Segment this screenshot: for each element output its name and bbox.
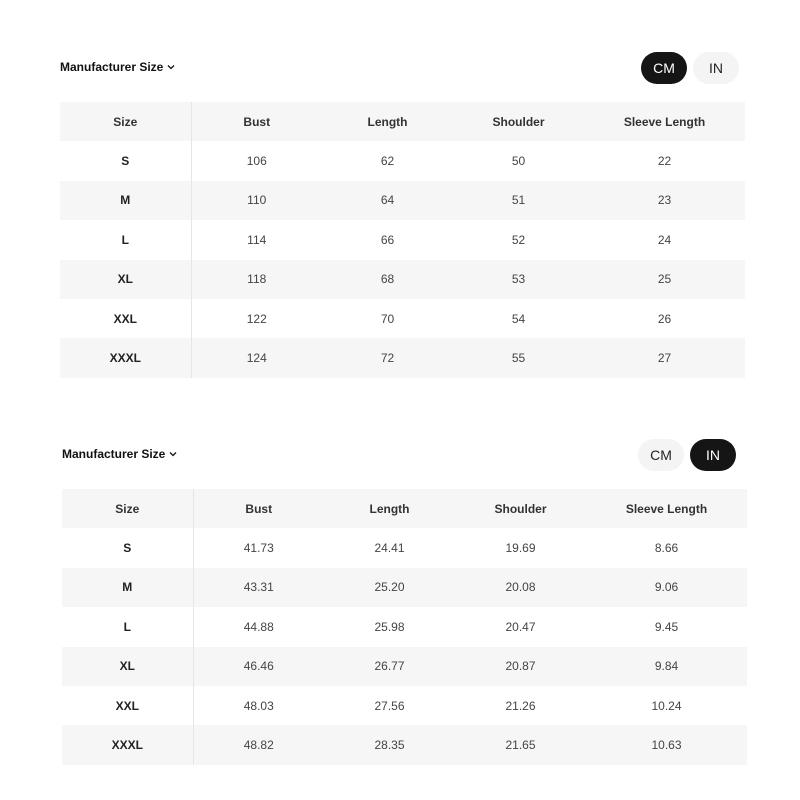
- size-chart-cm: [60, 50, 745, 378]
- length-cell: 68: [380, 272, 395, 287]
- length-cell: 66: [380, 232, 395, 247]
- shoulder-cell: 21.26: [505, 698, 536, 713]
- table-row: [60, 141, 745, 180]
- sleeve-length-cell: 23: [657, 193, 672, 208]
- shoulder-cell: 55: [511, 351, 526, 366]
- manufacturer-size-label: Manufacturer Size: [62, 447, 166, 461]
- size-cell: XL: [60, 260, 191, 299]
- sleeve-length-cell: 26: [657, 311, 672, 326]
- size-chart-header: [60, 50, 745, 90]
- shoulder-cell: 53: [511, 272, 526, 287]
- bust-cell: 44.88: [243, 619, 274, 634]
- length-cell: 24.41: [374, 541, 405, 556]
- length-cell: 27.56: [374, 698, 405, 713]
- table-row: [60, 181, 745, 220]
- size-chart-header: [62, 437, 742, 477]
- bust-cell: 48.82: [243, 738, 274, 753]
- column-header-sleeve-length: Sleeve Length: [625, 501, 708, 516]
- unit-toggle: [638, 439, 736, 471]
- sleeve-length-cell: 9.06: [654, 580, 679, 595]
- size-cell: S: [62, 528, 193, 567]
- size-cell: M: [62, 568, 193, 607]
- table-row: [62, 647, 747, 686]
- table-row: [62, 607, 747, 646]
- bust-cell: 114: [247, 232, 267, 247]
- length-cell: 72: [380, 351, 395, 366]
- unit-in-button[interactable]: IN: [690, 439, 736, 471]
- size-cell: XXXL: [60, 338, 191, 377]
- size-cell: L: [60, 220, 191, 259]
- shoulder-cell: 52: [511, 232, 526, 247]
- size-table: [62, 489, 748, 765]
- manufacturer-size-label: Manufacturer Size: [60, 60, 164, 74]
- length-cell: 28.35: [374, 738, 405, 753]
- bust-cell: 118: [247, 272, 267, 287]
- size-cell: XXL: [60, 299, 191, 338]
- table-row: [60, 299, 745, 338]
- sleeve-length-cell: 9.84: [654, 659, 679, 674]
- bust-cell: 48.03: [243, 698, 274, 713]
- size-cell: M: [60, 181, 191, 220]
- sleeve-length-cell: 24: [657, 232, 672, 247]
- sleeve-length-cell: 8.66: [654, 541, 679, 556]
- size-cell: XXL: [62, 686, 193, 725]
- unit-in-button[interactable]: IN: [693, 52, 739, 84]
- bust-cell: 46.46: [243, 659, 274, 674]
- table-row: [62, 686, 747, 725]
- table-row: [62, 528, 747, 567]
- length-cell: 62: [380, 154, 395, 169]
- length-cell: 25.20: [374, 580, 405, 595]
- length-cell: 25.98: [374, 619, 405, 634]
- unit-cm-button[interactable]: CM: [641, 52, 687, 84]
- column-header-bust: Bust: [243, 114, 271, 129]
- column-header-bust: Bust: [245, 501, 273, 516]
- bust-cell: 43.31: [243, 580, 274, 595]
- table-row: [62, 568, 747, 607]
- length-cell: 26.77: [374, 659, 405, 674]
- table-header-row: [60, 102, 745, 141]
- unit-cm-button[interactable]: CM: [638, 439, 684, 471]
- size-cell: XL: [62, 647, 193, 686]
- unit-toggle: [641, 52, 739, 84]
- shoulder-cell: 21.65: [505, 738, 536, 753]
- column-header-shoulder: Shoulder: [492, 114, 545, 129]
- sleeve-length-cell: 10.63: [651, 738, 682, 753]
- column-header-length: Length: [369, 501, 410, 516]
- shoulder-cell: 50: [511, 154, 526, 169]
- sleeve-length-cell: 22: [657, 154, 672, 169]
- chevron-down-icon: [168, 449, 178, 459]
- shoulder-cell: 54: [511, 311, 526, 326]
- bust-cell: 124: [246, 351, 267, 366]
- chevron-down-icon: [166, 62, 176, 72]
- manufacturer-size-dropdown[interactable]: [60, 60, 176, 74]
- table-row: [60, 220, 745, 259]
- size-cell: L: [62, 607, 193, 646]
- shoulder-cell: 20.87: [505, 659, 536, 674]
- column-header-sleeve-length: Sleeve Length: [623, 114, 706, 129]
- size-chart-in: [62, 437, 742, 765]
- column-header-shoulder: Shoulder: [494, 501, 547, 516]
- shoulder-cell: 20.47: [505, 619, 536, 634]
- column-header-size: Size: [62, 489, 193, 528]
- shoulder-cell: 51: [511, 193, 526, 208]
- size-cell: S: [60, 141, 191, 180]
- bust-cell: 122: [246, 311, 267, 326]
- sleeve-length-cell: 27: [657, 351, 672, 366]
- bust-cell: 110: [247, 193, 267, 208]
- manufacturer-size-dropdown[interactable]: [62, 447, 178, 461]
- sleeve-length-cell: 25: [657, 272, 672, 287]
- size-cell: XXXL: [62, 725, 193, 764]
- bust-cell: 41.73: [243, 541, 274, 556]
- bust-cell: 106: [246, 154, 267, 169]
- table-header-row: [62, 489, 747, 528]
- column-header-length: Length: [367, 114, 408, 129]
- sleeve-length-cell: 9.45: [654, 619, 679, 634]
- length-cell: 64: [380, 193, 395, 208]
- sleeve-length-cell: 10.24: [651, 698, 682, 713]
- length-cell: 70: [380, 311, 395, 326]
- shoulder-cell: 19.69: [505, 541, 536, 556]
- size-table: [60, 102, 746, 378]
- table-row: [60, 338, 745, 377]
- shoulder-cell: 20.08: [505, 580, 536, 595]
- column-header-size: Size: [60, 102, 191, 141]
- table-row: [60, 260, 745, 299]
- table-row: [62, 725, 747, 764]
